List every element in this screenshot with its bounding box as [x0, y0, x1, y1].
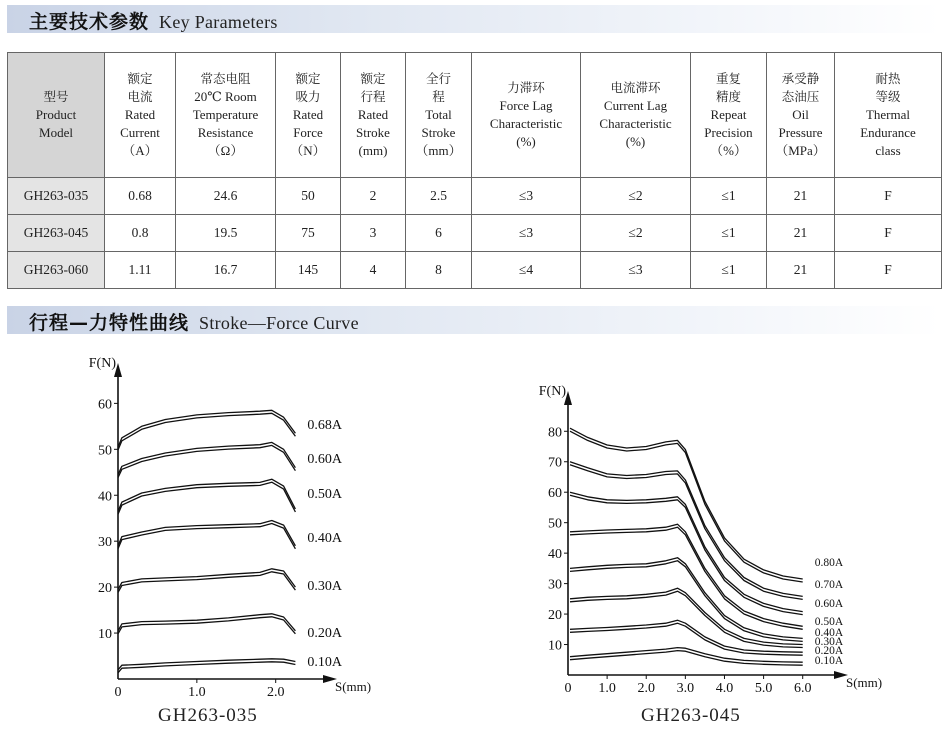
column-header: [472, 53, 581, 178]
header-line: 电流: [127, 89, 153, 104]
series-line-return: [570, 651, 803, 666]
series-line-return: [570, 465, 803, 600]
series-line: [570, 524, 803, 626]
y-tick-label: 20: [98, 581, 112, 597]
table-cell: ≤2: [581, 215, 691, 252]
header-line: Model: [39, 125, 73, 140]
series-label: 0.10A: [814, 655, 844, 667]
column-header: [767, 53, 835, 178]
header-line: Characteristic: [489, 116, 563, 131]
table-cell: 19.5: [176, 215, 276, 252]
header-line: 全行: [425, 71, 451, 86]
table-row: [8, 178, 942, 215]
header-line: Stroke: [356, 125, 390, 140]
header-line: 耐热: [875, 71, 901, 86]
series-line: [570, 620, 803, 652]
series-label: 0.20A: [307, 626, 343, 641]
y-axis-label: F(N): [538, 384, 566, 399]
series-label: 0.50A: [814, 616, 844, 628]
section-header-parameters: [7, 5, 941, 33]
y-tick-label: 20: [548, 608, 562, 624]
table-row: [8, 252, 942, 289]
series-line-return: [118, 445, 295, 477]
header-line: (%): [625, 134, 646, 149]
series-line: [570, 462, 803, 597]
table-cell: 50: [276, 178, 341, 215]
header-line: 行程: [360, 89, 386, 104]
column-header: [276, 53, 341, 178]
table-cell: 1.11: [105, 252, 176, 289]
y-tick-label: 60: [548, 486, 562, 502]
header-line: 程: [432, 89, 445, 104]
x-tick-label: 0: [564, 681, 572, 696]
header-line: Current Lag: [603, 98, 668, 113]
series-line: [570, 428, 803, 579]
header-line: 态油压: [781, 89, 820, 104]
table-cell: F: [835, 178, 942, 215]
section-header-curve: [7, 306, 941, 334]
y-tick-label: 50: [548, 516, 562, 532]
header-line: Temperature: [192, 107, 259, 122]
header-line: Pressure: [778, 125, 823, 140]
column-header: [8, 53, 105, 178]
y-tick-label: 10: [98, 627, 112, 643]
series-label: 0.60A: [814, 598, 844, 610]
column-header: [581, 53, 691, 178]
series-line-return: [118, 524, 295, 549]
x-tick-label: 3.0: [676, 681, 695, 696]
x-axis-label: S(mm): [846, 675, 883, 690]
series-line-return: [570, 527, 803, 629]
header-line: Oil: [792, 107, 809, 122]
header-line: Stroke: [421, 125, 456, 140]
table-cell: 21: [767, 178, 835, 215]
table-cell: 75: [276, 215, 341, 252]
chart-gh263-045: [500, 345, 920, 700]
table-header-row: [8, 53, 942, 178]
x-tick-label: 6.0: [793, 681, 812, 696]
header-line: 型号: [43, 89, 69, 104]
table-cell: 2: [341, 178, 406, 215]
table-cell: ≤1: [691, 252, 767, 289]
table-cell: 21: [767, 252, 835, 289]
parameters-table: [7, 52, 942, 289]
header-line: Rated: [124, 107, 156, 122]
table-cell: ≤1: [691, 215, 767, 252]
table-cell: 0.68: [105, 178, 176, 215]
series-label: 0.10A: [307, 655, 343, 670]
y-tick-label: 80: [548, 425, 562, 441]
y-tick-label: 50: [98, 443, 112, 459]
series-label: 0.40A: [814, 627, 844, 639]
table-cell: 8: [406, 252, 472, 289]
x-tick-label: 1.0: [188, 685, 206, 700]
model-cell: GH263-035: [8, 178, 105, 215]
table-cell: ≤3: [472, 215, 581, 252]
column-header: [105, 53, 176, 178]
header-line: 吸力: [295, 89, 321, 104]
header-line: （%）: [710, 143, 747, 158]
header-line: Characteristic: [599, 116, 672, 131]
header-line: Precision: [704, 125, 753, 140]
header-line: Force Lag: [499, 98, 553, 113]
chart-label-right: GH263-045: [641, 705, 741, 726]
header-line: 电流滞环: [610, 80, 661, 95]
series-label: 0.80A: [814, 557, 844, 569]
series-label: 0.30A: [307, 579, 343, 594]
header-line: 精度: [715, 89, 741, 104]
model-cell: GH263-045: [8, 215, 105, 252]
table-cell: 4: [341, 252, 406, 289]
y-tick-label: 30: [98, 535, 112, 551]
header-line: 常态电阻: [200, 71, 251, 86]
table-cell: 145: [276, 252, 341, 289]
header-line: 20℃ Room: [194, 89, 257, 104]
table-cell: 16.7: [176, 252, 276, 289]
header-line: (mm): [358, 143, 388, 158]
model-cell: GH263-060: [8, 252, 105, 289]
table-row: [8, 215, 942, 252]
chart-label-left: GH263-035: [158, 705, 258, 726]
series-line-return: [118, 413, 295, 450]
series-label: 0.40A: [307, 531, 343, 546]
y-tick-label: 40: [98, 489, 112, 505]
series-line-return: [118, 482, 295, 514]
header-line: （MPa）: [775, 143, 826, 158]
x-tick-label: 2.0: [637, 681, 655, 696]
table-cell: ≤3: [581, 252, 691, 289]
table-cell: 6: [406, 215, 472, 252]
table-cell: F: [835, 215, 942, 252]
header-line: Current: [120, 125, 160, 140]
y-axis-label: F(N): [88, 356, 116, 371]
series-line-return: [118, 572, 295, 593]
header-line: （Ω）: [207, 143, 244, 158]
column-header: [341, 53, 406, 178]
header-line: 等级: [875, 89, 901, 104]
header-line: Force: [293, 125, 323, 140]
header-line: Thermal: [865, 107, 911, 122]
header-line: 重复: [715, 71, 741, 86]
section-title: 行程—力特性曲线 Stroke—Force Curve: [29, 312, 359, 334]
series-label: 0.60A: [307, 452, 343, 467]
x-tick-label: 2.0: [266, 685, 285, 700]
header-line: Rated: [292, 107, 324, 122]
section-title: 主要技术参数 Key Parameters: [29, 11, 278, 33]
header-line: 承受静: [781, 71, 820, 86]
header-line: class: [875, 143, 901, 158]
series-line-return: [570, 561, 803, 642]
header-line: Rated: [357, 107, 389, 122]
y-tick-label: 70: [548, 455, 562, 471]
column-header: [176, 53, 276, 178]
header-line: Repeat: [710, 107, 747, 122]
header-line: 额定: [295, 71, 321, 86]
table-cell: 24.6: [176, 178, 276, 215]
header-line: （mm）: [415, 143, 462, 158]
table-cell: F: [835, 252, 942, 289]
header-line: Endurance: [860, 125, 916, 140]
table-cell: ≤3: [472, 178, 581, 215]
x-tick-label: 1.0: [598, 681, 616, 696]
table-cell: ≤1: [691, 178, 767, 215]
table-cell: 2.5: [406, 178, 472, 215]
x-tick-label: 5.0: [754, 681, 773, 696]
header-line: 力滞环: [507, 80, 545, 95]
column-header: [835, 53, 942, 178]
series-label: 0.68A: [307, 418, 343, 433]
series-label: 0.50A: [307, 487, 343, 502]
header-line: Resistance: [197, 125, 254, 140]
series-line-return: [118, 662, 295, 673]
series-label: 0.20A: [814, 645, 844, 657]
header-line: 额定: [127, 71, 153, 86]
table-cell: ≤2: [581, 178, 691, 215]
header-line: 额定: [360, 71, 386, 86]
header-line: Product: [35, 107, 77, 122]
header-line: （A）: [122, 143, 158, 158]
series-line: [118, 442, 295, 474]
table-cell: 0.8: [105, 215, 176, 252]
series-label: 0.30A: [814, 636, 844, 648]
x-tick-label: 4.0: [715, 681, 734, 696]
x-axis-label: S(mm): [335, 679, 372, 694]
header-line: Total: [425, 107, 452, 122]
y-tick-label: 40: [548, 547, 562, 563]
column-header: [406, 53, 472, 178]
header-line: (%): [516, 134, 536, 149]
series-label: 0.70A: [814, 579, 844, 591]
table-cell: ≤4: [472, 252, 581, 289]
x-tick-label: 0: [114, 685, 122, 700]
table-cell: 21: [767, 215, 835, 252]
chart-gh263-035: [0, 345, 420, 700]
column-header: [691, 53, 767, 178]
y-tick-label: 60: [98, 397, 112, 413]
y-tick-label: 10: [548, 638, 562, 654]
header-line: （N）: [290, 143, 326, 158]
y-tick-label: 30: [548, 577, 562, 593]
table-cell: 3: [341, 215, 406, 252]
